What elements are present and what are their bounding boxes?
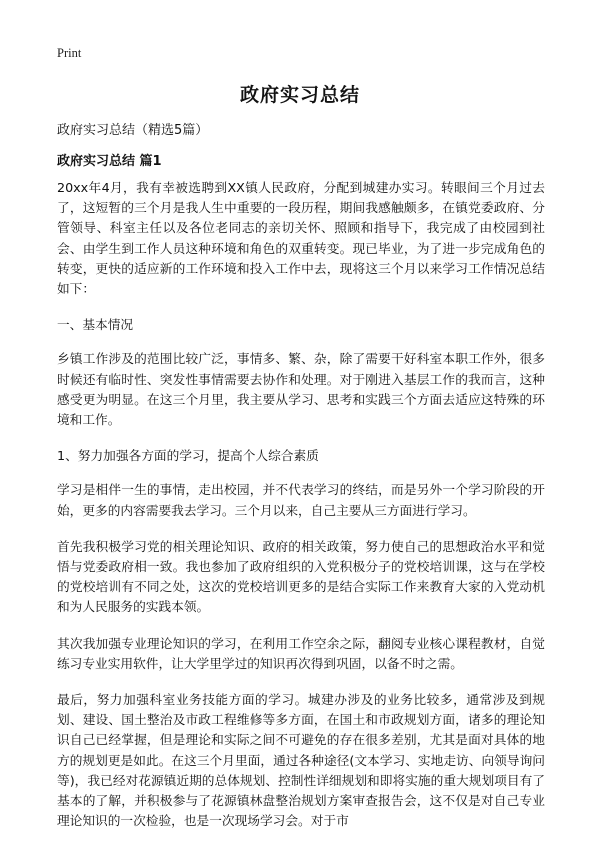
paragraph-study-party: 首先我积极学习党的相关理论知识、政府的相关政策，努力使自己的思想政治水平和觉悟与党委政府相一致。我也参加了政府组织的入党积极分子的党校培训课，这与在学校的党校培训有不同之处，这次的党校培训更多的是结合实际工作来教育大家的入党动机和为人民服务的实践本领。 [57, 538, 545, 615]
paragraph-basic-info: 乡镇工作涉及的范围比较广泛，事情多、繁、杂，除了需要干好科室本职工作外，很多时候还有临时性、突发性事情需要去协作和处理。对于刚进入基层工作的我而言，这种感受更为明显。在这三个月里，我主要从学习、思考和实践三个方面去适应这特殊的环境和工作。 [57, 351, 545, 428]
document-body [57, 178, 545, 847]
paragraph-study-skills: 最后，努力加强科室业务技能方面的学习。城建办涉及的业务比较多，通常涉及到规划、建设、国土整治及市政工程维修等多方面，在国土和市政规划方面，诸多的理论知识自己已经掌握，但是理论和实际之间不可避免的存在很多差别，尤其是面对具体的地方的规划更是如此。在这三个月里面，通过各种途径(文本学习、实地走访、向领导询问等)，我已经对花源镇近期的总体规划、控制性详细规划和即将实施的重大规划项目有了基本的了解，并积极参与了花源镇林盘整治规划方案审查报告会，这不仅是对自己专业理论知识的一次检验，也是一次现场学习会。对于市 [57, 692, 545, 829]
subheading-basic-info: 一、基本情况 [57, 317, 134, 333]
subheading-study: 1、努力加强各方面的学习，提高个人综合素质 [57, 448, 319, 464]
paragraph-study-intro: 学习是相伴一生的事情，走出校园，并不代表学习的终结，而是另外一个学习阶段的开始，更多的内容需要我去学习。三个月以来，自己主要从三方面进行学习。 [57, 482, 545, 518]
document-subtitle: 政府实习总结（精选5篇） [57, 123, 209, 138]
print-link[interactable]: Print [57, 46, 82, 60]
paragraph-study-theory: 其次我加强专业理论知识的学习，在利用工作空余之际，翻阅专业核心课程教材，自觉练习专业实用软件，让大学里学过的知识再次得到巩固，以备不时之需。 [57, 635, 545, 671]
paragraph-intro: 20xx年4月，我有幸被选聘到XX镇人民政府，分配到城建办实习。转眼间三个月过去了，这短暂的三个月是我人生中重要的一段历程，期间我感触颇多，在镇党委政府、分管领导、科室主任以及各位老同志的亲切关怀、照顾和指导下，我完成了由校园到社会、由学生到工作人员这种环境和角色的双重转变。现已毕业，为了进一步完成角色的转变，更快的适应新的工作环境和投入工作中去，现将这三个月以来学习工作情况总结如下： [57, 180, 545, 297]
page-title: 政府实习总结 [239, 84, 360, 106]
section-heading: 政府实习总结 篇1 [57, 154, 162, 169]
